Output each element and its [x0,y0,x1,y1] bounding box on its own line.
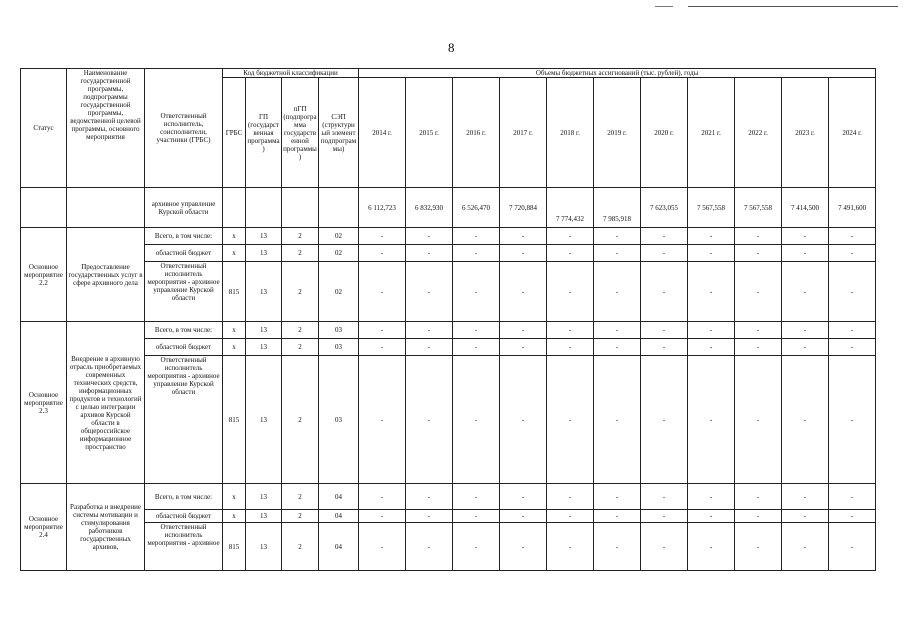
value-cell: - [453,262,500,322]
value-cell: - [782,510,829,523]
value-cell: - [359,484,406,510]
value-cell: - [829,322,876,339]
value-cell: - [829,228,876,245]
header-year: 2014 г. [359,78,406,188]
grbs-cell: х [223,322,246,339]
executor-cell: областной бюджет [145,510,223,523]
value-cell: 7 414,500 [782,188,829,228]
header-program-name: Наименование государственной программы, подпрограммы государственной программы, ведомственной целевой программы, основного мероприятия [67,69,145,188]
value-cell: - [735,245,782,262]
pgp-cell: 2 [282,322,319,339]
value-cell: - [688,262,735,322]
value-cell: - [594,484,641,510]
value-cell: - [782,322,829,339]
value-cell: - [547,322,594,339]
value-cell: 7 567,558 [688,188,735,228]
value-cell: - [641,484,688,510]
value-cell: - [453,356,500,484]
table-row [21,523,876,571]
value-cell: - [359,523,406,571]
pgp-cell: 2 [282,356,319,484]
value-cell: - [735,228,782,245]
pgp-cell: 2 [282,339,319,356]
grbs-cell: 815 [223,523,246,571]
value-cell: - [782,228,829,245]
value-cell: - [688,356,735,484]
sep-cell: 02 [319,228,359,245]
value-cell: - [829,245,876,262]
header-year: 2024 г. [829,78,876,188]
header-year: 2021 г. [688,78,735,188]
header-pgp: пГП (подпрограмма государственной программы) [282,78,319,188]
value-cell: 7 491,600 [829,188,876,228]
executor-cell: Всего, в том числе: [145,322,223,339]
value-cell: - [500,322,547,339]
value-cell: - [406,523,453,571]
activity-name-cell: Предоставление государственных услуг в сфере архивного дела [67,228,145,322]
status-cell [21,188,67,228]
value-cell: - [359,339,406,356]
header-year: 2018 г. [547,78,594,188]
header-year: 2023 г. [782,78,829,188]
value-cell: - [547,484,594,510]
value-cell: - [641,228,688,245]
value-cell: - [453,523,500,571]
value-cell: - [500,245,547,262]
value-cell: - [594,339,641,356]
header-year: 2015 г. [406,78,453,188]
value-cell: - [641,339,688,356]
header-status: Статус [21,69,67,188]
value-cell: - [735,484,782,510]
value-cell: - [406,262,453,322]
header-bcc-group: Код бюджетной классификации [223,69,359,78]
value-cell: 7 623,055 [641,188,688,228]
value-cell: - [359,228,406,245]
value-cell: - [641,523,688,571]
value-cell: - [547,523,594,571]
gp-cell: 13 [246,228,282,245]
value-cell: 6 112,723 [359,188,406,228]
gp-cell: 13 [246,356,282,484]
executor-cell: Ответственный исполнитель мероприятия - архивное [145,523,223,571]
value-cell: - [359,322,406,339]
value-cell: - [735,322,782,339]
value-cell: - [453,228,500,245]
value-cell: - [641,245,688,262]
header-year: 2017 г. [500,78,547,188]
value-cell: 7 985,918 [594,188,641,228]
sep-cell: 03 [319,322,359,339]
value-cell: - [500,262,547,322]
value-cell: - [782,484,829,510]
value-cell: - [594,510,641,523]
executor-cell: Ответственный исполнитель мероприятия - архивное управление Курской области [145,262,223,322]
header-volumes-group: Объемы бюджетных ассигнований (тыс. рублей), годы [359,69,876,78]
table-row [21,510,876,523]
value-cell: - [547,510,594,523]
grbs-cell: х [223,510,246,523]
value-cell: - [829,510,876,523]
value-cell: - [782,523,829,571]
value-cell: - [829,262,876,322]
value-cell: - [547,245,594,262]
value-cell: - [406,339,453,356]
sep-cell: 03 [319,356,359,484]
value-cell: - [735,510,782,523]
table-row-archive [21,188,876,228]
value-cell: - [547,339,594,356]
value-cell: - [782,262,829,322]
value-cell: - [735,339,782,356]
table-row [21,484,876,510]
table-row [21,322,876,339]
value-cell: - [500,339,547,356]
value-cell: - [453,484,500,510]
value-cell: - [500,523,547,571]
value-cell: - [594,523,641,571]
value-cell: - [829,356,876,484]
sep-cell [319,188,359,228]
grbs-cell: х [223,228,246,245]
value-cell: - [688,339,735,356]
value-cell: - [829,523,876,571]
value-cell: - [782,356,829,484]
value-cell: 6 832,930 [406,188,453,228]
gp-cell [246,188,282,228]
table-row [21,262,876,322]
header-year: 2016 г. [453,78,500,188]
grbs-cell [223,188,246,228]
status-cell: Основное мероприятие 2.4 [21,484,67,571]
value-cell: - [453,322,500,339]
value-cell: - [500,228,547,245]
value-cell: - [688,510,735,523]
value-cell: - [641,322,688,339]
top-rule [688,6,898,7]
value-cell: - [500,510,547,523]
header-sep: СЭП (структурный элемент подпрограммы) [319,78,359,188]
pgp-cell: 2 [282,523,319,571]
activity-name-cell: Разработка и внедрение системы мотивации и стимулирования работников государственных архивов, [67,484,145,571]
executor-cell: областной бюджет [145,245,223,262]
value-cell: - [594,228,641,245]
grbs-cell: х [223,245,246,262]
value-cell: - [406,322,453,339]
value-cell: - [735,262,782,322]
gp-cell: 13 [246,510,282,523]
status-cell: Основное мероприятие 2.3 [21,322,67,484]
page-number: 8 [448,40,455,55]
header-year: 2022 г. [735,78,782,188]
value-cell: - [594,356,641,484]
table-row [21,339,876,356]
table-row [21,228,876,245]
gp-cell: 13 [246,339,282,356]
executor-cell: Ответственный исполнитель мероприятия - архивное управление Курской области [145,356,223,484]
pgp-cell: 2 [282,262,319,322]
value-cell: - [594,262,641,322]
header-grbs: ГРБС [223,78,246,188]
sep-cell: 04 [319,510,359,523]
value-cell: - [641,262,688,322]
activity-name-cell: Внедрение в архивную отрасль приобретаемых современных технических средств, информационных продуктов и технологий с целью интеграции архивов Курской области в общероссийское информационное пространство [67,322,145,484]
value-cell: - [406,510,453,523]
gp-cell: 13 [246,262,282,322]
grbs-cell: 815 [223,356,246,484]
grbs-cell: 815 [223,262,246,322]
value-cell: - [829,339,876,356]
gp-cell: 13 [246,523,282,571]
value-cell: - [829,484,876,510]
header-gp: ГП (государственная программа) [246,78,282,188]
header-year: 2020 г. [641,78,688,188]
value-cell: - [359,356,406,484]
value-cell: 7 567,558 [735,188,782,228]
sep-cell: 04 [319,523,359,571]
value-cell: - [547,262,594,322]
value-cell: - [782,245,829,262]
status-cell: Основное мероприятие 2.2 [21,228,67,322]
value-cell: - [547,228,594,245]
value-cell: - [594,245,641,262]
sep-cell: 03 [319,339,359,356]
gp-cell: 13 [246,484,282,510]
value-cell: - [453,510,500,523]
value-cell: - [594,322,641,339]
value-cell: 6 526,470 [453,188,500,228]
grbs-cell: х [223,484,246,510]
pgp-cell: 2 [282,245,319,262]
value-cell: - [406,245,453,262]
value-cell: - [500,356,547,484]
executor-cell: Всего, в том числе: [145,484,223,510]
executor-cell: областной бюджет [145,339,223,356]
value-cell: - [547,356,594,484]
value-cell: - [735,356,782,484]
value-cell: - [453,245,500,262]
value-cell: - [782,339,829,356]
grbs-cell: х [223,339,246,356]
sep-cell: 02 [319,245,359,262]
pgp-cell [282,188,319,228]
pgp-cell: 2 [282,484,319,510]
value-cell: - [688,523,735,571]
gp-cell: 13 [246,245,282,262]
value-cell: - [688,245,735,262]
gp-cell: 13 [246,322,282,339]
scan-mark [655,6,673,7]
table-row [21,245,876,262]
name-cell [67,188,145,228]
sep-cell: 02 [319,262,359,322]
pgp-cell: 2 [282,228,319,245]
value-cell: - [359,245,406,262]
value-cell: - [500,484,547,510]
header-year: 2019 г. [594,78,641,188]
value-cell: - [641,510,688,523]
pgp-cell: 2 [282,510,319,523]
value-cell: - [688,322,735,339]
value-cell: - [688,228,735,245]
table-row [21,356,876,484]
value-cell: - [406,356,453,484]
value-cell: - [359,262,406,322]
value-cell: - [406,228,453,245]
value-cell: - [641,356,688,484]
executor-cell: архивное управление Курской области [145,188,223,228]
value-cell: - [453,339,500,356]
budget-table [20,68,876,571]
value-cell: - [359,510,406,523]
header-executor: Ответственный исполнитель, соисполнители, участники (ГРБС) [145,69,223,188]
value-cell: - [735,523,782,571]
value-cell: - [688,484,735,510]
value-cell: - [406,484,453,510]
executor-cell: Всего, в том числе: [145,228,223,245]
value-cell: 7 720,884 [500,188,547,228]
value-cell: 7 774,432 [547,188,594,228]
sep-cell: 04 [319,484,359,510]
